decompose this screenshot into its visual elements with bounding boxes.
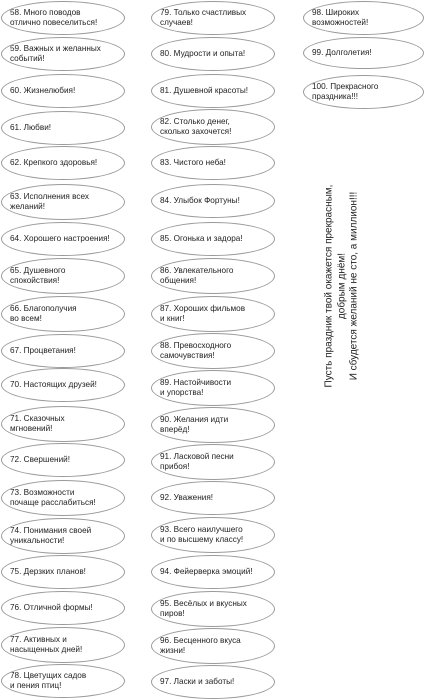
wish-text: 93. Всего наилучшего и по высшему классу! — [160, 525, 244, 544]
wish-text: 80. Мудрости и опыта! — [160, 49, 246, 59]
wish-oval — [1, 184, 125, 220]
wish-text: 94. Фейерверка эмоций! — [160, 567, 253, 577]
wish-oval — [151, 333, 275, 369]
wish-text: 96. Бесценного вкуса жизни! — [160, 636, 241, 655]
wish-oval — [1, 334, 125, 368]
wish-oval — [151, 1, 275, 35]
wish-text: 63. Исполнения всех желаний! — [10, 192, 89, 211]
wish-oval — [151, 481, 275, 515]
wish-oval — [151, 258, 275, 294]
wish-text: 61. Любви! — [10, 123, 52, 133]
wish-oval — [1, 480, 125, 516]
wish-text: 81. Душевной красоты! — [160, 86, 249, 96]
wish-text: 60. Жизнелюбия! — [10, 86, 76, 96]
wish-text: 95. Весёлых и вкусных пиров! — [160, 599, 247, 618]
wish-text: 99. Долголетия! — [312, 48, 372, 58]
wish-oval — [1, 406, 125, 442]
wish-oval — [303, 75, 424, 109]
wish-oval — [151, 222, 275, 256]
wish-text: 76. Отличной формы! — [10, 603, 93, 613]
wish-text: 65. Душевного спокойствия! — [10, 266, 66, 285]
wish-text: 72. Свершений! — [10, 455, 70, 465]
wish-text: 67. Процветания! — [10, 346, 76, 356]
wish-text: 82. Столько денег, сколько захочется! — [160, 117, 232, 136]
wish-oval — [1, 74, 125, 108]
wish-oval — [151, 184, 275, 218]
wish-oval — [151, 37, 275, 71]
wish-oval — [1, 258, 125, 294]
wish-oval — [1, 518, 125, 554]
wish-oval — [303, 1, 424, 35]
wish-text: 87. Хороших фильмов и книг! — [160, 304, 246, 323]
wish-oval — [1, 664, 125, 698]
wish-text: 62. Крепкого здоровья! — [10, 158, 98, 168]
wish-text: 79. Только счастливых случаев! — [160, 8, 247, 27]
wish-oval — [1, 146, 125, 180]
wish-text: 75. Дерзких планов! — [10, 567, 86, 577]
wish-oval — [1, 627, 125, 663]
wish-oval — [151, 146, 275, 180]
wish-text: 84. Улыбок Фортуны! — [160, 196, 240, 206]
wish-text: 100. Прекрасного праздника!!! — [312, 82, 379, 101]
wish-text: 71. Сказочных мгновений! — [10, 414, 65, 433]
wish-text: 78. Цветущих садов и пения птиц! — [10, 671, 87, 690]
wish-oval — [151, 591, 275, 627]
wish-oval — [1, 37, 125, 71]
wish-text: 88. Превосходного самочувствия! — [160, 341, 232, 360]
wish-oval — [1, 111, 125, 145]
wish-text: 83. Чистого неба! — [160, 158, 226, 168]
wish-oval — [1, 222, 125, 256]
wish-text: 64. Хорошего настроения! — [10, 234, 110, 244]
wish-text: 73. Возможности почаще расслабиться! — [10, 488, 96, 507]
wish-oval — [1, 296, 125, 332]
wish-oval — [151, 555, 275, 589]
wish-text: 90. Желания идти вперёд! — [160, 415, 229, 434]
wish-oval — [1, 591, 125, 625]
wish-text: 85. Огонька и задора! — [160, 234, 243, 244]
wish-oval — [151, 109, 275, 145]
wish-oval — [1, 443, 125, 477]
wish-text: 66. Благополучия во всем! — [10, 304, 77, 323]
wish-oval — [1, 368, 125, 402]
wish-oval — [151, 628, 275, 664]
wish-text: 74. Понимания своей уникальности! — [10, 526, 92, 545]
wish-text: 98. Широких возможностей! — [312, 8, 369, 27]
wish-text: 92. Уважения! — [160, 493, 214, 503]
wish-text: 70. Настоящих друзей! — [10, 380, 97, 390]
wish-text: 58. Много поводов отлично повеселиться! — [10, 8, 98, 27]
closing-wish-text: Пусть праздник твой окажется прекрасным, добрым днём! И сбудется желаний не сто, а миллион!!! — [323, 184, 360, 388]
wish-oval — [1, 1, 125, 35]
wish-text: 59. Важных и желанных событий! — [10, 44, 101, 63]
wish-oval — [151, 370, 275, 406]
wish-oval — [303, 37, 424, 69]
wish-oval — [151, 407, 275, 443]
wish-oval — [151, 665, 275, 699]
wish-text: 89. Настойчивости и упорства! — [160, 378, 232, 397]
wish-text: 86. Увлекательного общения! — [160, 266, 234, 285]
wish-text: 91. Ласковой песни прибоя! — [160, 452, 234, 471]
wish-oval — [151, 444, 275, 480]
wish-text: 77. Активных и насыщенных дней! — [10, 635, 83, 654]
wish-oval — [151, 517, 275, 553]
wish-oval — [151, 74, 275, 108]
wish-oval — [151, 296, 275, 332]
wish-text: 97. Ласки и заботы! — [160, 677, 235, 687]
wish-oval — [1, 555, 125, 589]
